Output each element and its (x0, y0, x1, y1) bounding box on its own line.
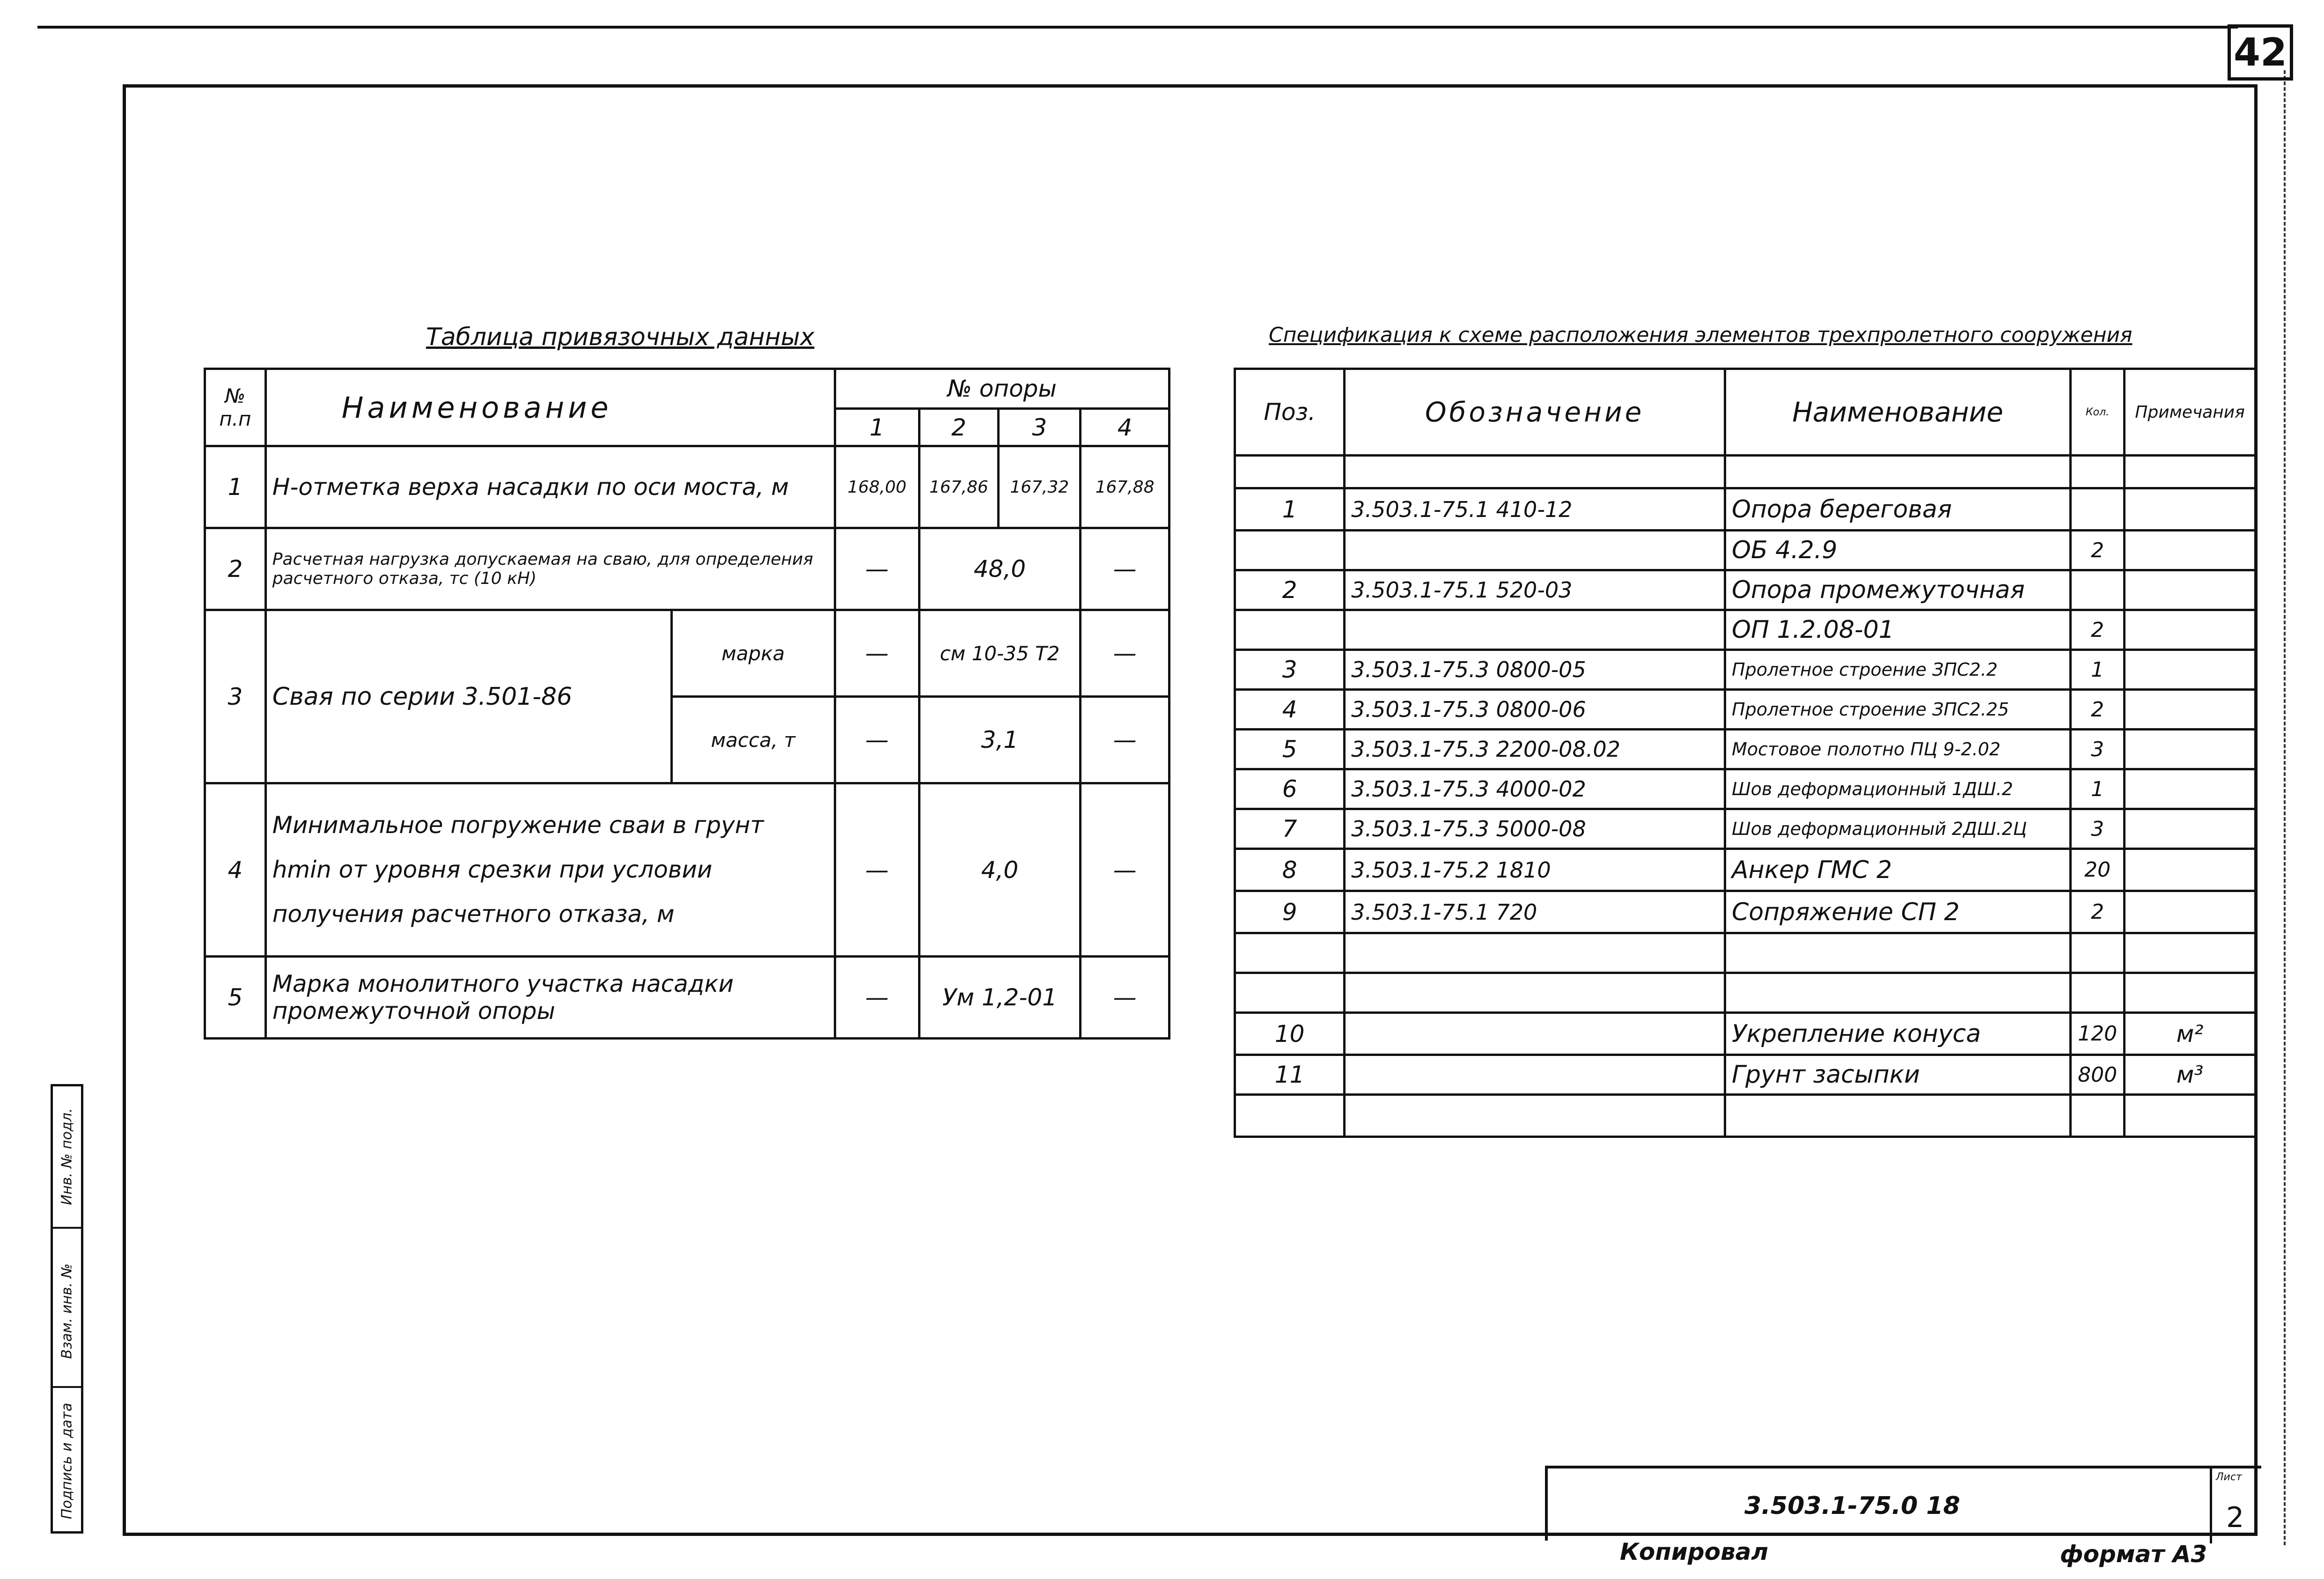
divider (53, 1227, 81, 1229)
cell-note (2125, 1095, 2256, 1137)
sub-label: марка (671, 610, 835, 697)
cell-des: 3.503.1-75.1 520-03 (1345, 570, 1725, 610)
divider (53, 1386, 81, 1388)
col-header-4: 4 (1081, 409, 1169, 446)
cell-qty (2071, 456, 2125, 488)
cell-note (2125, 610, 2256, 650)
table-row (1235, 849, 2256, 891)
cell-qty (2071, 1095, 2125, 1137)
row-num: 1 (205, 446, 266, 528)
cell-note (2125, 531, 2256, 570)
cell-pos (1235, 933, 1345, 973)
cell-note (2125, 456, 2256, 488)
col-header-num: № п.п (205, 369, 266, 446)
cell-value: 168,00 (835, 446, 919, 528)
cell-qty: 120 (2071, 1013, 2125, 1055)
table-row (1235, 488, 2256, 531)
right-table-title: Спецификация к схеме расположения элементов трехпролетного сооружения (1269, 323, 2133, 347)
cell-name: Анкер ГМС 2 (1725, 849, 2071, 891)
left-sidebar-stamp (51, 1084, 83, 1534)
sub-label: масса, т (671, 697, 835, 783)
row-name: Марка монолитного участка насадки промежуточной опоры (265, 957, 835, 1039)
cell-value: — (835, 957, 919, 1039)
cell-des (1345, 1095, 1725, 1137)
cell-value: — (835, 783, 919, 957)
cell-value: — (835, 610, 919, 697)
row-name: Н-отметка верха насадки по оси моста, м (265, 446, 835, 528)
cell-name: Мостовое полотно ПЦ 9-2.02 (1725, 730, 2071, 769)
cell-name (1725, 973, 2071, 1013)
cell-des: 3.503.1-75.3 5000-08 (1345, 809, 1725, 849)
cell-name: ОБ 4.2.9 (1725, 531, 2071, 570)
cell-des (1345, 973, 1725, 1013)
cell-note (2125, 650, 2256, 690)
col-header-note: Примечания (2125, 369, 2256, 456)
cell-des: 3.503.1-75.3 2200-08.02 (1345, 730, 1725, 769)
cell-note: м³ (2125, 1055, 2256, 1095)
cell-note (2125, 690, 2256, 730)
cell-pos (1235, 456, 1345, 488)
cell-qty: 2 (2071, 531, 2125, 570)
col-header-name: Наименование (1725, 369, 2071, 456)
cell-qty (2071, 933, 2125, 973)
cell-des (1345, 456, 1725, 488)
top-border-line (37, 26, 2238, 29)
cell-name (1725, 933, 2071, 973)
col-header-supports: № опоры (835, 369, 1169, 409)
cell-des (1345, 1013, 1725, 1055)
cell-name (1725, 456, 2071, 488)
cell-qty: 3 (2071, 730, 2125, 769)
cell-value: — (1081, 697, 1169, 783)
cell-note (2125, 809, 2256, 849)
table-row (1235, 769, 2256, 809)
cell-name: Укрепление конуса (1725, 1013, 2071, 1055)
cell-value: — (835, 697, 919, 783)
col-header-designation: Обозначение (1345, 369, 1725, 456)
table-row (1235, 610, 2256, 650)
table-row (1235, 690, 2256, 730)
cell-note (2125, 570, 2256, 610)
table-row (1235, 456, 2256, 488)
sheet-cell (2210, 1468, 2261, 1543)
row-num: 4 (205, 783, 266, 957)
cell-des: 3.503.1-75.1 410-12 (1345, 488, 1725, 531)
table-row (1235, 570, 2256, 610)
document-code: 3.503.1-75.0 18 (1744, 1492, 1960, 1520)
cell-name: Сопряжение СП 2 (1725, 891, 2071, 933)
sidebar-label: Взам. инв. № (59, 1263, 75, 1359)
cell-name: Шов деформационный 1ДШ.2 (1725, 769, 2071, 809)
cell-qty (2071, 973, 2125, 1013)
cell-pos: 6 (1235, 769, 1345, 809)
row-num: 2 (205, 528, 266, 610)
cell-pos: 4 (1235, 690, 1345, 730)
left-table-title: Таблица привязочных данных (426, 323, 815, 351)
cell-des: 3.503.1-75.2 1810 (1345, 849, 1725, 891)
col-header-name: Наименование (265, 369, 835, 446)
table-row (1235, 1013, 2256, 1055)
cell-value: 167,88 (1081, 446, 1169, 528)
cell-qty: 1 (2071, 769, 2125, 809)
cell-name (1725, 1095, 2071, 1137)
row-num: 5 (205, 957, 266, 1039)
cell-value: 167,32 (999, 446, 1081, 528)
cell-pos (1235, 531, 1345, 570)
table-row (1235, 809, 2256, 849)
cell-pos: 3 (1235, 650, 1345, 690)
cell-note (2125, 769, 2256, 809)
cell-des: 3.503.1-75.1 720 (1345, 891, 1725, 933)
col-header-qty: Кол. (2071, 369, 2125, 456)
table-row (1235, 1055, 2256, 1095)
cell-pos: 1 (1235, 488, 1345, 531)
cell-name: Пролетное строение ЗПС2.25 (1725, 690, 2071, 730)
row-name: Расчетная нагрузка допускаемая на сваю, для определения расчетного отказа, тс (10 кН) (265, 528, 835, 610)
cell-value: Ум 1,2-01 (919, 957, 1081, 1039)
cell-pos: 8 (1235, 849, 1345, 891)
cell-note (2125, 730, 2256, 769)
copied-by: Копировал (1620, 1538, 1768, 1565)
cell-des (1345, 933, 1725, 973)
cell-pos: 9 (1235, 891, 1345, 933)
cell-note (2125, 973, 2256, 1013)
cell-value: — (1081, 783, 1169, 957)
cell-pos: 2 (1235, 570, 1345, 610)
binding-data-table (204, 368, 1170, 1040)
table-row (1235, 730, 2256, 769)
cell-name: Грунт засыпки (1725, 1055, 2071, 1095)
row-num: 3 (205, 610, 266, 783)
table-row (1235, 891, 2256, 933)
row-name: Минимальное погружение сваи в грунт hmin от уровня срезки при условии получения расчетного отказа, м (265, 783, 835, 957)
cell-qty: 2 (2071, 690, 2125, 730)
cell-note (2125, 488, 2256, 531)
sheet-page-number: 2 (2226, 1501, 2244, 1534)
cell-pos: 11 (1235, 1055, 1345, 1095)
cell-des (1345, 531, 1725, 570)
cell-name: Пролетное строение ЗПС2.2 (1725, 650, 2071, 690)
cell-value: — (1081, 610, 1169, 697)
cell-name: Опора промежуточная (1725, 570, 2071, 610)
row-name: Свая по серии 3.501-86 (265, 610, 671, 783)
cell-des: 3.503.1-75.3 4000-02 (1345, 769, 1725, 809)
cell-qty (2071, 570, 2125, 610)
cell-value: — (835, 528, 919, 610)
cell-des (1345, 1055, 1725, 1095)
sheet-label: Лист (2216, 1471, 2242, 1483)
right-trim-line (2284, 70, 2286, 1545)
cell-qty: 1 (2071, 650, 2125, 690)
cell-value: 167,86 (919, 446, 999, 528)
sidebar-label: Инв. № подл. (59, 1108, 75, 1205)
cell-qty: 2 (2071, 610, 2125, 650)
cell-value: — (1081, 957, 1169, 1039)
table-row (1235, 933, 2256, 973)
cell-note (2125, 933, 2256, 973)
cell-qty: 800 (2071, 1055, 2125, 1095)
title-block (1545, 1466, 2261, 1541)
cell-qty: 2 (2071, 891, 2125, 933)
cell-value: 48,0 (919, 528, 1081, 610)
cell-name: ОП 1.2.08-01 (1725, 610, 2071, 650)
cell-pos: 7 (1235, 809, 1345, 849)
table-row (1235, 531, 2256, 570)
table-row (1235, 650, 2256, 690)
table-row (1235, 1095, 2256, 1137)
cell-des (1345, 610, 1725, 650)
table-row (1235, 973, 2256, 1013)
cell-name: Опора береговая (1725, 488, 2071, 531)
cell-value: см 10-35 Т2 (919, 610, 1081, 697)
cell-pos: 10 (1235, 1013, 1345, 1055)
format-label: формат А3 (2060, 1541, 2207, 1568)
col-header-pos: Поз. (1235, 369, 1345, 456)
cell-value: 3,1 (919, 697, 1081, 783)
cell-value: — (1081, 528, 1169, 610)
cell-des: 3.503.1-75.3 0800-05 (1345, 650, 1725, 690)
specification-table (1234, 368, 2257, 1138)
sidebar-label: Подпись и дата (59, 1402, 75, 1520)
col-header-3: 3 (999, 409, 1081, 446)
cell-qty: 20 (2071, 849, 2125, 891)
cell-note: м² (2125, 1013, 2256, 1055)
cell-value: 4,0 (919, 783, 1081, 957)
cell-note (2125, 849, 2256, 891)
col-header-1: 1 (835, 409, 919, 446)
cell-pos: 5 (1235, 730, 1345, 769)
cell-des: 3.503.1-75.3 0800-06 (1345, 690, 1725, 730)
cell-note (2125, 891, 2256, 933)
cell-pos (1235, 973, 1345, 1013)
col-header-2: 2 (919, 409, 999, 446)
cell-pos (1235, 610, 1345, 650)
cell-name: Шов деформационный 2ДШ.2Ц (1725, 809, 2071, 849)
cell-qty (2071, 488, 2125, 531)
sheet-number: 42 (2228, 24, 2293, 81)
cell-qty: 3 (2071, 809, 2125, 849)
cell-pos (1235, 1095, 1345, 1137)
